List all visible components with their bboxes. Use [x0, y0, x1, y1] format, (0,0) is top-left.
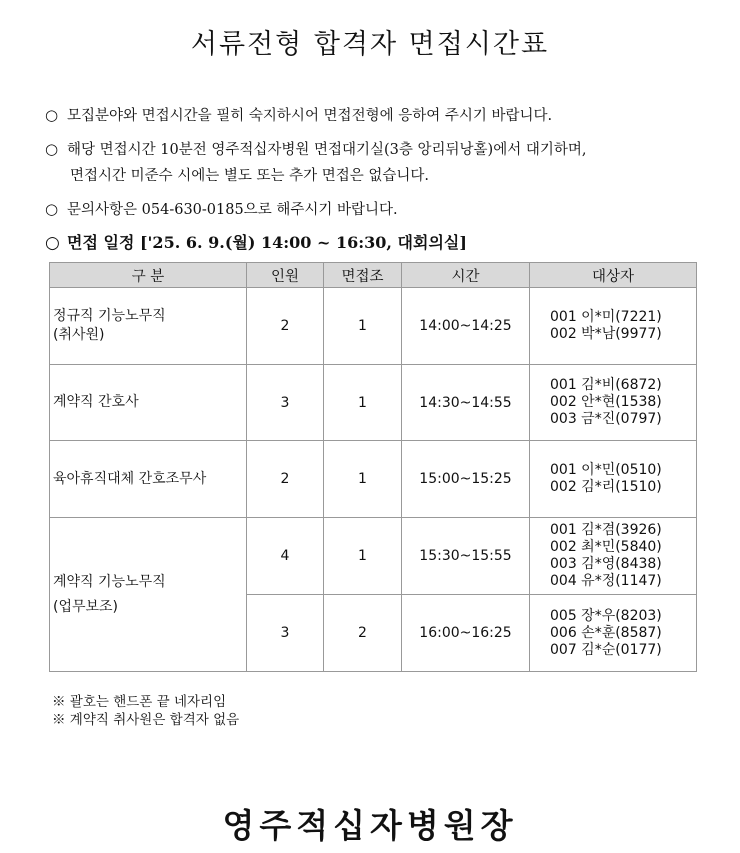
- candidates-cell: 001 이*민(0510) 002 김*리(1510): [530, 441, 697, 518]
- category-cell: 계약직 간호사: [50, 365, 247, 441]
- candidates-cell: 001 김*겸(3926) 002 최*민(5840) 003 김*영(8438) 004 유*정(1147): [530, 518, 697, 595]
- group-cell: 1: [324, 518, 402, 595]
- notice-text: 문의사항은 054-630-0185으로 해주시기 바랍니다.: [67, 202, 398, 218]
- count-cell: 3: [247, 365, 324, 441]
- candidates-cell: 001 김*비(6872) 002 안*현(1538) 003 금*진(0797): [530, 365, 697, 441]
- category-cell: 계약직 기능노무직 (업무보조): [50, 518, 247, 672]
- footnote-2: ※ 계약직 취사원은 합격자 없음: [52, 712, 240, 728]
- group-cell: 2: [324, 595, 402, 672]
- bullet-icon: ○: [45, 200, 59, 218]
- candidates-cell: 001 이*미(7221) 002 박*남(9977): [530, 288, 697, 365]
- time-cell: 16:00~16:25: [402, 595, 530, 672]
- footnote-1: ※ 괄호는 핸드폰 끝 네자리임: [52, 694, 227, 710]
- bullet-icon: ○: [45, 106, 59, 124]
- candidates-cell: 005 장*우(8203) 006 손*훈(8587) 007 김*순(0177): [530, 595, 697, 672]
- header-group: 면접조: [324, 263, 402, 288]
- bullet-icon: ○: [45, 233, 60, 253]
- header-count: 인원: [247, 263, 324, 288]
- time-cell: 15:30~15:55: [402, 518, 530, 595]
- header-time: 시간: [402, 263, 530, 288]
- notice-text: 모집분야와 면접시간을 필히 숙지하시어 면접전형에 응하여 주시기 바랍니다.: [67, 108, 553, 124]
- time-cell: 14:30~14:55: [402, 365, 530, 441]
- interview-schedule-table: [49, 262, 697, 672]
- group-cell: 1: [324, 365, 402, 441]
- category-cell: 정규직 기능노무직 (취사원): [50, 288, 247, 365]
- table-header-row: [50, 263, 697, 288]
- time-cell: 15:00~15:25: [402, 441, 530, 518]
- table-row: [50, 365, 697, 441]
- count-cell: 2: [247, 441, 324, 518]
- bullet-icon: ○: [45, 140, 59, 158]
- count-cell: 3: [247, 595, 324, 672]
- signature: 영주적십자병원장: [222, 806, 518, 845]
- notice-2-continued: 면접시간 미준수 시에는 별도 또는 추가 면접은 없습니다.: [70, 168, 430, 184]
- notice-3: [45, 198, 715, 219]
- notice-text: 해당 면접시간 10분전 영주적십자병원 면접대기실(3층 앙리뒤낭홀)에서 대기하며,: [67, 142, 587, 158]
- time-cell: 14:00~14:25: [402, 288, 530, 365]
- page-title: 서류전형 합격자 면접시간표: [190, 29, 550, 60]
- table-row: [50, 441, 697, 518]
- interview-schedule-notice: [45, 230, 715, 253]
- table-row: [50, 518, 697, 595]
- notice-2: [45, 138, 715, 159]
- header-category: 구 분: [50, 263, 247, 288]
- notice-1: [45, 104, 715, 125]
- count-cell: 2: [247, 288, 324, 365]
- header-candidates: 대상자: [530, 263, 697, 288]
- table-row: [50, 288, 697, 365]
- group-cell: 1: [324, 441, 402, 518]
- notice-text: 면접 일정 ['25. 6. 9.(월) 14:00 ~ 16:30, 대회의실]: [67, 233, 467, 252]
- count-cell: 4: [247, 518, 324, 595]
- category-cell: 육아휴직대체 간호조무사: [50, 441, 247, 518]
- group-cell: 1: [324, 288, 402, 365]
